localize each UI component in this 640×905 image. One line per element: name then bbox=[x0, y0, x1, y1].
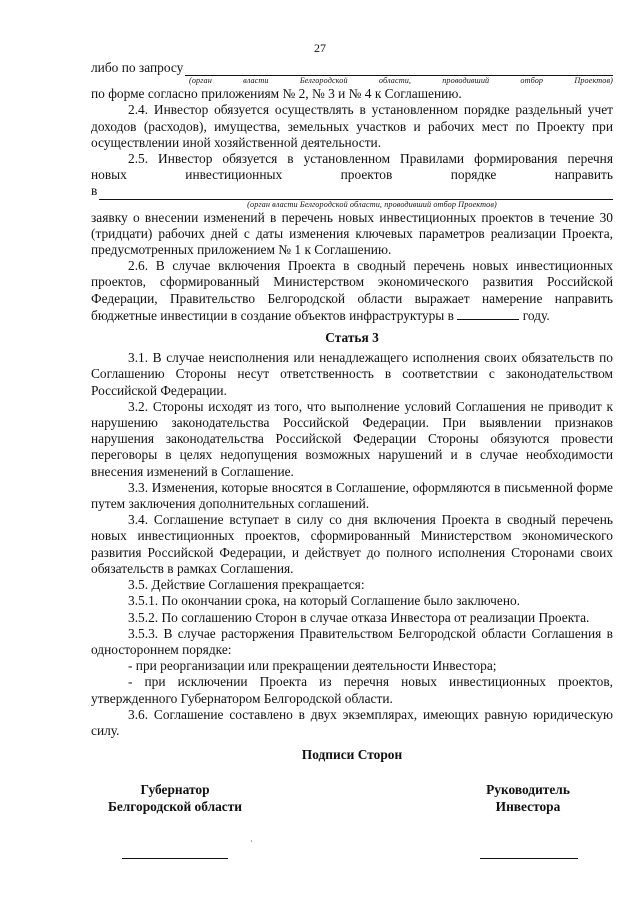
article-3-heading: Статья 3 bbox=[325, 330, 379, 346]
clause-2-6-text: 2.6. В случае включения Проекта в сводный перечень новых инвестиционных проектов, сформированный Министерством экономического развития Российской Федерации, Правительство Белгородской области выражает намерение направить бюджетные инвестиции в создание объектов инфраструктуры в bbox=[91, 258, 613, 323]
governor-title: Губернатор bbox=[140, 782, 210, 797]
clause-2-4: 2.4. Инвестор обязуется осуществлять в установленном порядке раздельный учет доходов (расходов), имущества, земельных участков и рабочих мест по Проекту при осуществлении иной хозяйственной деятельности. bbox=[91, 102, 613, 150]
authority-blank-1 bbox=[185, 63, 613, 76]
document-body bbox=[91, 60, 613, 767]
investor-label: Инвестора bbox=[495, 799, 561, 814]
caption-word: области, bbox=[378, 76, 412, 86]
authority-blank-2 bbox=[99, 187, 613, 200]
bullet-exclusion: - при исключении Проекта из перечня новых инвестиционных проектов, утвержденного Губернатором Белгородской области. bbox=[91, 674, 613, 706]
investor-signature-line bbox=[480, 858, 578, 859]
caption-word: Проектов) bbox=[574, 76, 613, 86]
clause-3-1: 3.1. В случае неисполнения или ненадлежащего исполнения своих обязательств по Соглашению Стороны несут ответственность в соответствии с законодательством Российской Федерации. bbox=[91, 350, 613, 398]
caption-word: проводивший bbox=[442, 76, 490, 86]
stray-mark: · bbox=[250, 837, 253, 846]
clause-3-5-1: 3.5.1. По окончании срока, на который Соглашение было заключено. bbox=[128, 593, 521, 609]
signature-block-governor bbox=[95, 781, 255, 815]
clause-2-5-prefix: в bbox=[91, 183, 98, 199]
intro-continuation: по форме согласно приложениям № 2, № 3 и № 4 к Соглашению. bbox=[91, 86, 462, 102]
caption-word: власти bbox=[243, 76, 269, 86]
clause-3-4: 3.4. Соглашение вступает в силу со дня включения Проекта в сводный перечень новых инвестиционных проектов, сформированный Министерством экономического развития Российской Федерации, и действует до полного исполнения Сторонами своих обязательств в рамках Соглашения. bbox=[91, 512, 613, 576]
signature-block-investor bbox=[468, 781, 588, 815]
intro-prefix: либо по запросу bbox=[91, 60, 184, 75]
authority-caption-2: (орган власти Белгородской области, проводивший отбор Проектов) bbox=[247, 199, 497, 209]
authority-caption-1 bbox=[189, 76, 613, 86]
clause-2-5-line2: новых инвестиционных проектов порядке направить bbox=[91, 167, 613, 183]
page-number: 27 bbox=[314, 41, 326, 55]
intro-line bbox=[91, 60, 613, 76]
governor-signature-line bbox=[122, 858, 228, 859]
clause-3-2: 3.2. Стороны исходят из того, что выполнение условий Соглашения не приводит к нарушению законодательства Российской Федерации. При выявлении признаков нарушения законодательства Российской Федерации Стороны обязуются провести переговоры в целях недопущения возможных нарушений и в случае необходимости внесения изменений в Соглашение. bbox=[91, 398, 613, 479]
clause-3-6: 3.6. Соглашение составлено в двух экземплярах, имеющих равную юридическую силу. bbox=[91, 706, 613, 738]
clause-2-5-rest: заявку о внесении изменений в перечень новых инвестиционных проектов в течение 30 (тридцати) рабочих дней с даты изменения ключевых параметров реализации Проекта, предусмотренных приложением № 1 к Соглашению. bbox=[91, 209, 613, 258]
clause-2-5-line1: 2.5. Инвестор обязуется в установленном Правилами формирования перечня bbox=[128, 151, 613, 167]
year-blank bbox=[457, 307, 519, 320]
clause-3-5-3: 3.5.3. В случае расторжения Правительством Белгородской области Соглашения в одностороннем порядке: bbox=[91, 625, 613, 657]
signatures-heading: Подписи Сторон bbox=[301, 747, 403, 763]
bullet-reorganization: - при реорганизации или прекращении деятельности Инвестора; bbox=[128, 658, 497, 674]
clause-2-5-blank-line bbox=[91, 183, 613, 199]
caption-word: отбор bbox=[520, 76, 544, 86]
caption-word: (орган bbox=[189, 76, 212, 86]
governor-region: Белгородской области bbox=[107, 799, 243, 814]
clause-2-6 bbox=[91, 258, 613, 324]
investor-title: Руководитель bbox=[486, 782, 570, 797]
caption-word: Белгородской bbox=[299, 76, 348, 86]
clause-3-5-2: 3.5.2. По соглашению Сторон в случае отказа Инвестора от реализации Проекта. bbox=[128, 609, 590, 625]
clause-3-3: 3.3. Изменения, которые вносятся в Соглашение, оформляются в письменной форме путем заключения дополнительных соглашений. bbox=[91, 479, 613, 512]
clause-2-6-tail: году. bbox=[522, 307, 550, 323]
clause-3-5: 3.5. Действие Соглашения прекращается: bbox=[128, 577, 365, 593]
